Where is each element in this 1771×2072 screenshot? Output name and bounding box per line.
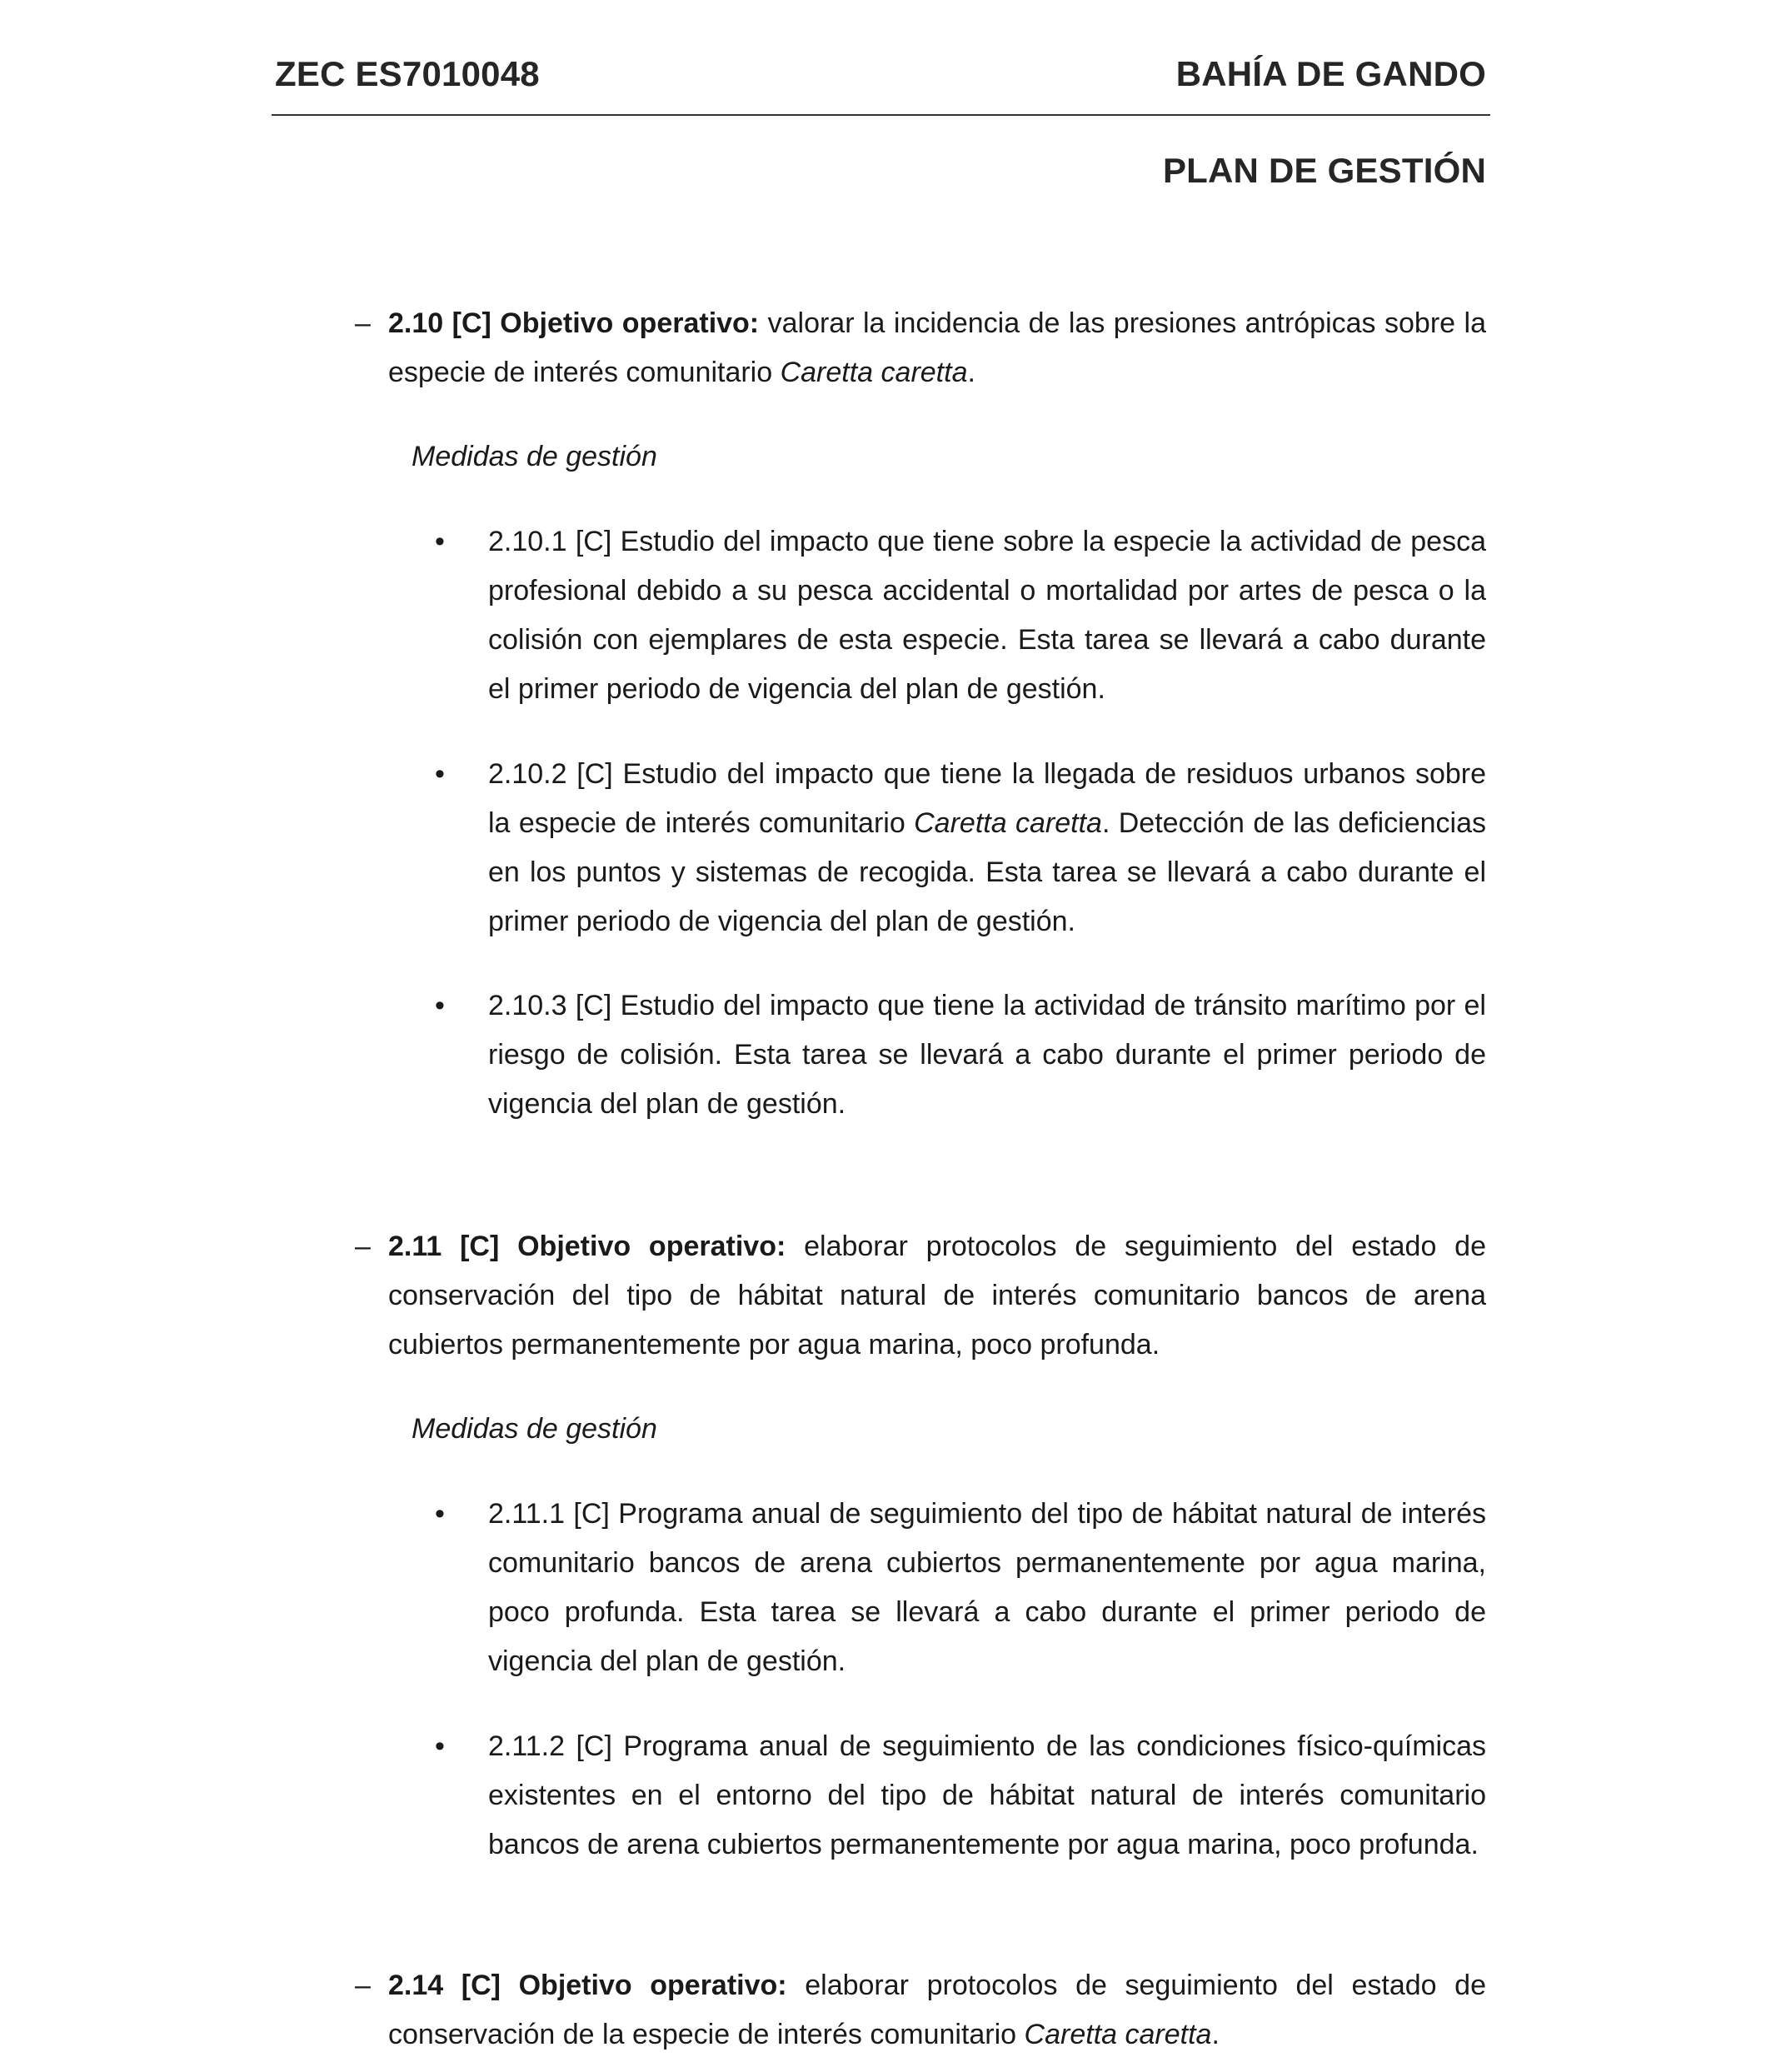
objective-text: elaborar protocolos de seguimiento del estado de conservación de la especie de interés comunitario	[388, 1970, 1486, 2050]
objective-text: valorar la incidencia de las presiones antrópicas sobre la especie de interés comunitario	[388, 307, 1486, 388]
dash-marker: –	[355, 1970, 371, 2001]
measure-2-11-1	[435, 1490, 1486, 1686]
medidas-heading: Medidas de gestión	[412, 441, 657, 472]
header-site-code: ZEC ES7010048	[275, 54, 540, 93]
measure-2-10-3	[435, 981, 1486, 1129]
measure-text: 2.11.2 [C] Programa anual de seguimiento de las condiciones físico-químicas existentes en el entorno del tipo de hábitat natural de interés comunitario bancos de arena cubiertos permanentemente por agua marina, poco profunda.	[488, 1730, 1486, 1860]
measure-2-11-2	[435, 1722, 1486, 1870]
header-divider	[272, 114, 1490, 116]
species-name: Caretta caretta	[914, 807, 1102, 839]
objective-label: 2.14 [C] Objetivo operativo:	[388, 1970, 787, 2001]
dash-marker: –	[355, 1231, 371, 1262]
species-name: Caretta caretta	[1024, 2019, 1212, 2050]
objective-2-10	[355, 299, 1486, 397]
measure-text: 2.11.1 [C] Programa anual de seguimiento del tipo de hábitat natural de interés comunitario bancos de arena cubiertos permanentemente por agua marina, poco profunda. Esta tarea se llevará a cabo durante el primer periodo de vigencia del plan de gestión.	[488, 1498, 1486, 1677]
measure-text: 2.10.3 [C] Estudio del impacto que tiene la actividad de tránsito marítimo por el riesgo de colisión. Esta tarea se llevará a cabo durante el primer periodo de vigencia del plan de gestión.	[488, 990, 1486, 1120]
bullet-marker: •	[435, 1730, 445, 1762]
objective-text-end: .	[1211, 2019, 1220, 2050]
measure-text: 2.10.1 [C] Estudio del impacto que tiene sobre la especie la actividad de pesca profesional debido a su pesca accidental o mortalidad por artes de pesca o la colisión con ejemplares de esta especie. Esta tarea se llevará a cabo durante el primer periodo de vigencia del plan de gestión.	[488, 526, 1486, 705]
measure-text: 2.10.2 [C] Estudio del impacto que tiene la llegada de residuos urbanos sobre la especie de interés comunitario	[488, 758, 1486, 839]
objective-label: 2.11 [C] Objetivo operativo:	[388, 1231, 786, 1262]
objective-label: 2.10 [C] Objetivo operativo:	[388, 307, 760, 339]
measure-2-10-2	[435, 750, 1486, 946]
header-site-name: BAHÍA DE GANDO	[1175, 54, 1486, 93]
measure-text-end: . Detección de las deficiencias en los puntos y sistemas de recogida. Esta tarea se llevará a cabo durante el primer periodo de vigencia del plan de gestión.	[488, 807, 1486, 937]
objective-2-11	[355, 1222, 1486, 1370]
objective-text: elaborar protocolos de seguimiento del estado de conservación del tipo de hábitat natural de interés comunitario bancos de arena cubiertos permanentemente por agua marina, poco profunda.	[388, 1231, 1486, 1361]
medidas-heading: Medidas de gestión	[412, 1413, 657, 1445]
bullet-marker: •	[435, 1498, 445, 1530]
bullet-marker: •	[435, 758, 445, 790]
objective-2-14	[355, 1961, 1486, 2060]
bullet-marker: •	[435, 990, 445, 1021]
header-subtitle: PLAN DE GESTIÓN	[1162, 151, 1486, 190]
measure-2-10-1	[435, 517, 1486, 714]
bullet-marker: •	[435, 526, 445, 557]
species-name: Caretta caretta	[780, 357, 968, 388]
dash-marker: –	[355, 307, 371, 339]
objective-text-end: .	[967, 357, 975, 388]
